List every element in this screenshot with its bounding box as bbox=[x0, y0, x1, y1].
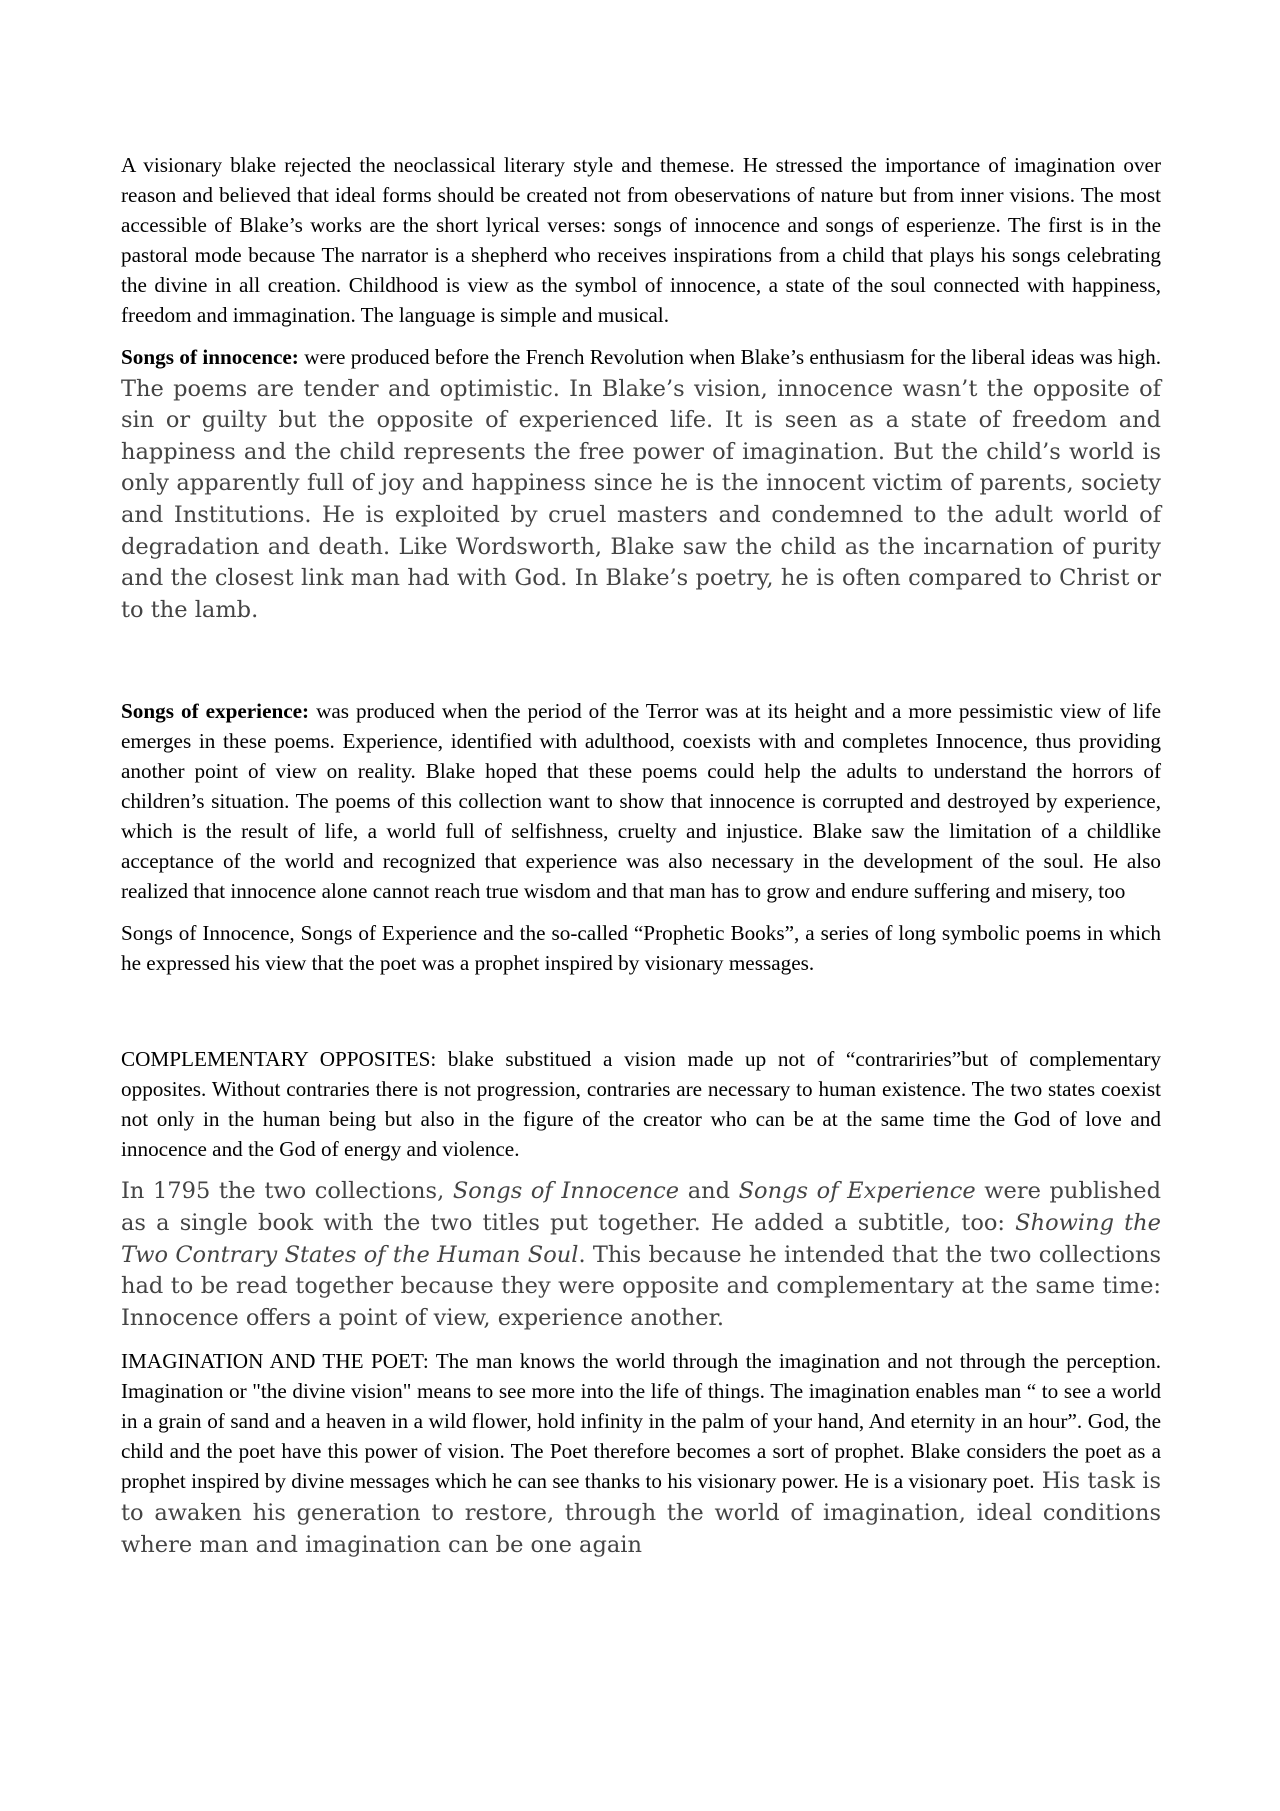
imagination-text-b: His task is to awaken his generation to restore, through the world of imagination, ideal conditions where man and imagination can be one again bbox=[121, 1468, 1161, 1558]
spacer bbox=[121, 978, 1161, 1044]
intro-text: A visionary blake rejected the neoclassical literary style and themese. He stressed the importance of imagination over reason and believed that ideal forms should be created not from obeservations of nature but from inner visions. The most accessible of Blake’s works are the short lyrical verses: songs of innocence and songs of esperienze. The first is in the pastoral mode because The narrator is a shepherd who receives inspirations from a child that plays his songs celebrating the divine in all creation. Childhood is view as the symbol of innocence, a state of the soul connected with happiness, freedom and immagination. The language is simple and musical. bbox=[121, 153, 1161, 327]
collections-text-3: were published as a single book with the two titles put together. He added a subtitle, too: bbox=[121, 1178, 1161, 1236]
paragraph-blake-intro bbox=[121, 150, 1161, 330]
paragraph-songs-of-innocence bbox=[121, 342, 1161, 626]
title-songs-of-experience: Songs of Experience bbox=[738, 1178, 976, 1205]
paragraph-songs-of-experience bbox=[121, 696, 1161, 906]
experience-text: was produced when the period of the Terror was at its height and a more pessimistic view of life emerges in these poems. Experience, identified with adulthood, coexists with and completes Innocence, thus providing another point of view on reality. Blake hoped that these poems could help the adults to understand the horrors of children’s situation. The poems of this collection want to show that innocence is corrupted and destroyed by experience, which is the result of life, a world full of selfishness, cruelty and injustice. Blake saw the limitation of a childlike acceptance of the world and recognized that experience was also necessary in the development of the soul. He also realized that innocence alone cannot reach true wisdom and that man has to grow and endure suffering and misery, too bbox=[121, 699, 1161, 904]
paragraph-imagination-and-the-poet bbox=[121, 1346, 1161, 1561]
collections-text-2: and bbox=[679, 1178, 739, 1205]
title-songs-of-innocence: Songs of Innocence bbox=[452, 1178, 680, 1205]
imagination-text-a: IMAGINATION AND THE POET: The man knows the world through the imagination and not through the perception. Imagination or "the divine vision" means to see more into the life of things. The imagination enables man “ to see a world in a grain of sand and a heaven in a wild flower, hold infinity in the palm of your hand, And eternity in an hour”. God, the child and the poet have this power of vision. The Poet therefore becomes a sort of prophet. Blake considers the poet as a prophet inspired by divine messages which he can see thanks to his visionary power. He is a visionary poet. bbox=[121, 1349, 1161, 1494]
spacer bbox=[121, 626, 1161, 696]
paragraph-complementary-opposites bbox=[121, 1044, 1161, 1164]
heading-songs-of-innocence: Songs of innocence: bbox=[121, 345, 299, 369]
paragraph-1795-collections bbox=[121, 1176, 1161, 1334]
document-page bbox=[121, 150, 1161, 1561]
innocence-text-b: The poems are tender and optimistic. In Blake’s vision, innocence wasn’t the opposite of sin or guilty but the opposite of experienced life. It is seen as a state of freedom and happiness and the child represents the free power of imagination. But the child’s world is only apparently full of joy and happiness since he is the innocent victim of parents, society and Institutions. He is exploited by cruel masters and condemned to the adult world of degradation and death. Like Wordsworth, Blake saw the child as the incarnation of purity and the closest link man had with God. In Blake’s poetry, he is often compared to Christ or to the lamb. bbox=[121, 375, 1161, 623]
innocence-text-a: were produced before the French Revolution when Blake’s enthusiasm for the liberal ideas was high. bbox=[298, 345, 1162, 369]
paragraph-prophetic-books bbox=[121, 918, 1161, 978]
collections-text-1: In 1795 the two collections, bbox=[121, 1178, 453, 1205]
prophetic-books-text: Songs of Innocence, Songs of Experience and the so-called “Prophetic Books”, a series of long symbolic poems in which he expressed his view that the poet was a prophet inspired by visionary messages. bbox=[121, 921, 1161, 976]
subtitle-contrary-states: Showing the Two Contrary States of the Human Soul bbox=[121, 1209, 1161, 1268]
complementary-opposites-text: COMPLEMENTARY OPPOSITES: blake substitued a vision made up not of “contrariries”but of complementary opposites. Without contraries there is not progression, contraries are necessary to human existence. The two states coexist not only in the human being but also in the figure of the creator who can be at the same time the God of love and innocence and the God of energy and violence. bbox=[121, 1047, 1161, 1162]
heading-songs-of-experience: Songs of experience: bbox=[121, 699, 310, 724]
collections-text-4: . This because he intended that the two collections had to be read together because they were opposite and complementary at the same time: Innocence offers a point of view, experience another. bbox=[121, 1241, 1161, 1331]
